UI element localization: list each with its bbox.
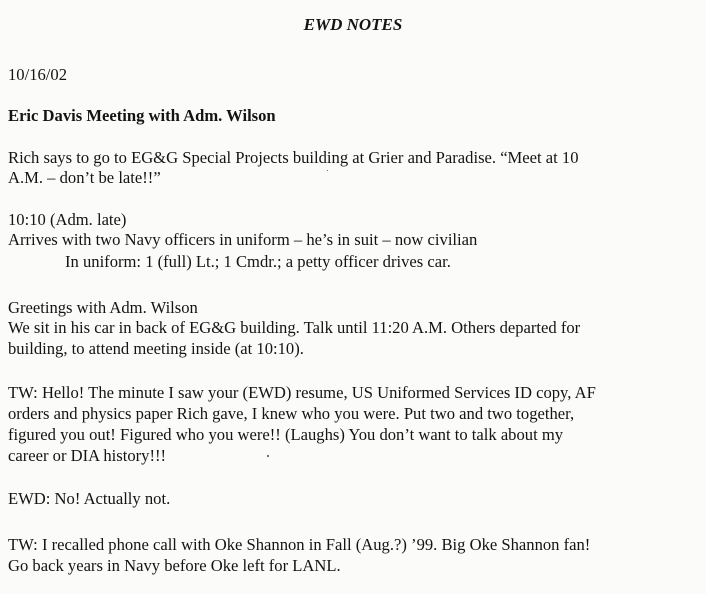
scan-speck: [267, 455, 269, 457]
text-line-8: building, to attend meeting inside (at 10:10).: [8, 339, 304, 358]
text-line-14: TW: I recalled phone call with Oke Shannon in Fall (Aug.?) ’99. Big Oke Shannon fan!: [8, 535, 591, 554]
text-line-10: orders and physics paper Rich gave, I knew who you were. Put two and two together,: [8, 404, 575, 423]
scan-speck: [327, 170, 328, 171]
text-line-9: TW: Hello! The minute I saw your (EWD) resume, US Uniformed Services ID copy, AF: [8, 383, 596, 402]
meeting-heading: Eric Davis Meeting with Adm. Wilson: [8, 106, 276, 125]
text-line-7: We sit in his car in back of EG&G building. Talk until 11:20 A.M. Others departed for: [8, 318, 581, 337]
text-line-1: Rich says to go to EG&G Special Projects building at Grier and Paradise. “Meet at 10: [8, 148, 579, 167]
text-line-11: figured you out! Figured who you were!! (Laughs) You don’t want to talk about my: [8, 425, 564, 444]
text-line-2: A.M. – don’t be late!!”: [8, 168, 161, 187]
text-line-5: In uniform: 1 (full) Lt.; 1 Cmdr.; a petty officer drives car.: [65, 252, 451, 271]
text-line-6: Greetings with Adm. Wilson: [8, 298, 198, 317]
text-line-15: Go back years in Navy before Oke left for LANL.: [8, 556, 341, 575]
text-line-3: 10:10 (Adm. late): [8, 210, 127, 229]
text-line-4: Arrives with two Navy officers in uniform – he’s in suit – now civilian: [8, 230, 478, 249]
document-title: EWD NOTES: [303, 15, 403, 34]
text-line-12: career or DIA history!!!: [8, 446, 167, 465]
text-line-13: EWD: No! Actually not.: [8, 489, 171, 508]
document-date: 10/16/02: [8, 65, 68, 84]
